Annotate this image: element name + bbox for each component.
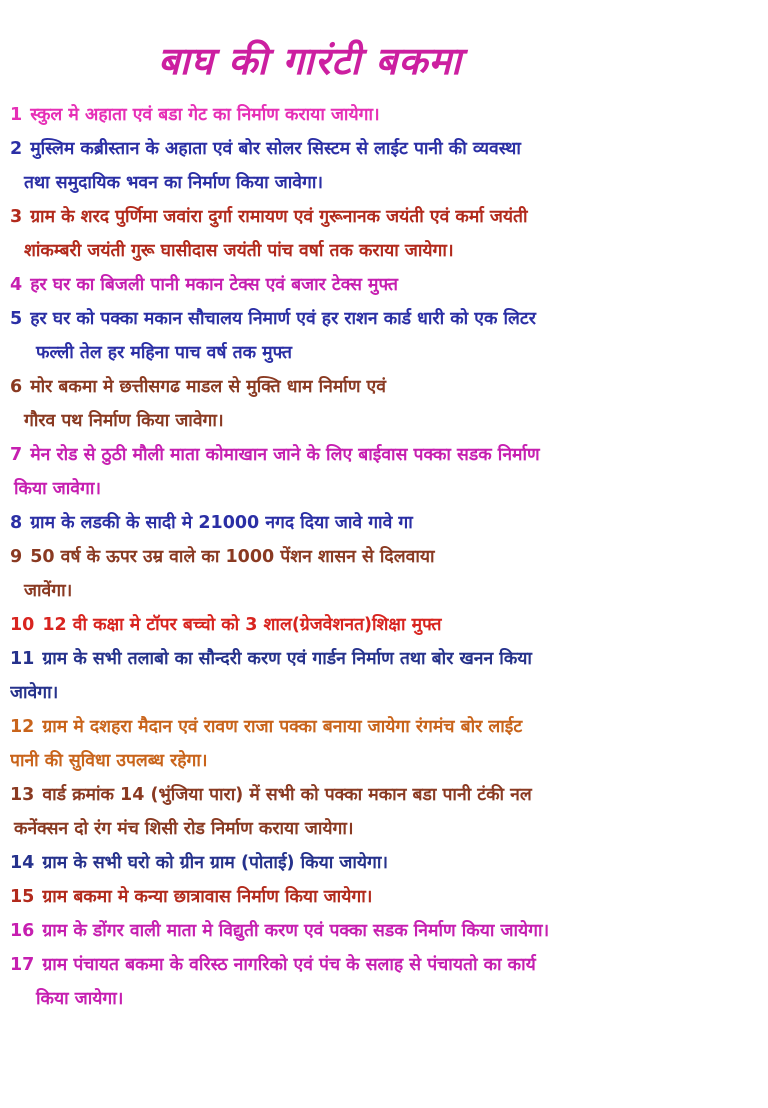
list-item: [10, 642, 758, 710]
item-number: 1: [10, 105, 23, 125]
item-text: फल्ली तेल हर महिना पाच वर्ष तक मुफ्त: [36, 343, 292, 363]
list-item: [10, 914, 758, 948]
item-line: [10, 438, 758, 472]
item-line: [10, 370, 758, 404]
list-item: [10, 438, 758, 506]
list-item: [10, 778, 758, 846]
item-text: 12 वी कक्षा मे टॉपर बच्चो को 3 शाल(ग्रेजवेशनत)शिक्षा मुफ्त: [42, 615, 442, 635]
item-number: 15: [10, 887, 35, 907]
item-continuation-line: [10, 166, 758, 200]
item-line: [10, 642, 758, 676]
list-item: [10, 370, 758, 438]
item-continuation-line: [10, 234, 758, 268]
item-text: 50 वर्ष के ऊपर उम्र वाले का 1000 पेंशन शासन से दिलवाया: [30, 547, 435, 567]
item-text: मोर बकमा मे छत्तीसगढ माडल से मुक्ति धाम निर्माण एवं: [30, 377, 386, 397]
item-number: 17: [10, 955, 35, 975]
item-text: किया जायेगा।: [36, 989, 124, 1009]
item-text: गौरव पथ निर्माण किया जावेगा।: [24, 411, 224, 431]
item-continuation-line: [10, 574, 758, 608]
item-line: [10, 914, 758, 948]
item-number: 6: [10, 377, 23, 397]
list-item: [10, 268, 758, 302]
item-text: पानी की सुविधा उपलब्ध रहेगा।: [10, 751, 208, 771]
item-line: [10, 880, 758, 914]
item-line: [10, 506, 758, 540]
item-line: [10, 268, 758, 302]
item-text: ग्राम पंचायत बकमा के वरिस्ठ नागरिको एवं पंच के सलाह से पंचायतो का कार्य: [42, 955, 536, 975]
item-continuation-line: [10, 982, 758, 1016]
item-text: स्कुल मे अहाता एवं बडा गेट का निर्माण कराया जायेगा।: [30, 105, 380, 125]
item-continuation-line: [10, 472, 758, 506]
item-line: [10, 98, 758, 132]
guarantee-list: [10, 98, 758, 1016]
item-number: 12: [10, 717, 35, 737]
item-number: 9: [10, 547, 23, 567]
item-text: मेन रोड से ठुठी मौली माता कोमाखान जाने के लिए बाईवास पक्का सडक निर्माण: [30, 445, 540, 465]
item-continuation-line: [10, 812, 758, 846]
list-item: [10, 846, 758, 880]
item-line: [10, 846, 758, 880]
item-text: ग्राम के शरद पुर्णिमा जवांरा दुर्गा रामायण एवं गुरूनानक जयंती एवं कर्मा जयंती: [30, 207, 528, 227]
item-text: ग्राम के डोंगर वाली माता मे विद्युती करण एवं पक्का सडक निर्माण किया जायेगा।: [42, 921, 550, 941]
item-text: मुस्लिम कब्रीस्तान के अहाता एवं बोर सोलर सिस्टम से लाईट पानी की व्यवस्था: [30, 139, 521, 159]
item-text: ग्राम के सभी घरो को ग्रीन ग्राम (पोताई) किया जायेगा।: [42, 853, 389, 873]
item-number: 3: [10, 207, 23, 227]
list-item: [10, 302, 758, 370]
item-continuation-line: [10, 744, 758, 778]
item-text: ग्राम मे दशहरा मैदान एवं रावण राजा पक्का बनाया जायेगा रंगमंच बोर लाईट: [42, 717, 523, 737]
list-item: [10, 948, 758, 1016]
item-number: 10: [10, 615, 35, 635]
item-continuation-line: [10, 676, 758, 710]
list-item: [10, 540, 758, 608]
item-text: ग्राम के सभी तलाबो का सौन्दरी करण एवं गार्डन निर्माण तथा बोर खनन किया: [42, 649, 532, 669]
item-text: शांकम्बरी जयंती गुरू घासीदास जयंती पांच वर्षा तक कराया जायेगा।: [24, 241, 454, 261]
list-item: [10, 98, 758, 132]
item-text: ग्राम बकमा मे कन्या छात्रावास निर्माण किया जायेगा।: [42, 887, 373, 907]
item-number: 13: [10, 785, 35, 805]
item-text: जावेंगा।: [24, 581, 73, 601]
list-item: [10, 132, 758, 200]
item-text: तथा समुदायिक भवन का निर्माण किया जावेगा।: [24, 173, 324, 193]
item-number: 5: [10, 309, 23, 329]
list-item: [10, 506, 758, 540]
item-continuation-line: [10, 404, 758, 438]
item-line: [10, 948, 758, 982]
page-title: बाघ की गारंटी बकमा: [158, 39, 462, 83]
item-line: [10, 132, 758, 166]
item-text: हर घर का बिजली पानी मकान टेक्स एवं बजार टेक्स मुफ्त: [30, 275, 398, 295]
list-item: [10, 608, 758, 642]
item-number: 2: [10, 139, 23, 159]
item-line: [10, 200, 758, 234]
item-line: [10, 710, 758, 744]
item-line: [10, 778, 758, 812]
item-number: 8: [10, 513, 23, 533]
item-continuation-line: [10, 336, 758, 370]
item-number: 7: [10, 445, 23, 465]
list-item: [10, 200, 758, 268]
item-text: ग्राम के लडकी के सादी मे 21000 नगद दिया जावे गावे गा: [30, 513, 413, 533]
item-number: 14: [10, 853, 35, 873]
item-text: किया जावेगा।: [14, 479, 102, 499]
item-number: 16: [10, 921, 35, 941]
item-number: 11: [10, 649, 35, 669]
item-line: [10, 608, 758, 642]
item-text: वार्ड क्रमांक 14 (भुंजिया पारा) में सभी को पक्का मकान बडा पानी टंकी नल: [42, 785, 532, 805]
item-line: [10, 302, 758, 336]
item-line: [10, 540, 758, 574]
list-item: [10, 880, 758, 914]
item-text: हर घर को पक्का मकान सौचालय निमार्ण एवं हर राशन कार्ड धारी को एक लिटर: [30, 309, 536, 329]
item-text: जावेगा।: [10, 683, 59, 703]
list-item: [10, 710, 758, 778]
item-text: कनेंक्सन दो रंग मंच शिसी रोड निर्माण कराया जायेगा।: [14, 819, 354, 839]
item-number: 4: [10, 275, 23, 295]
